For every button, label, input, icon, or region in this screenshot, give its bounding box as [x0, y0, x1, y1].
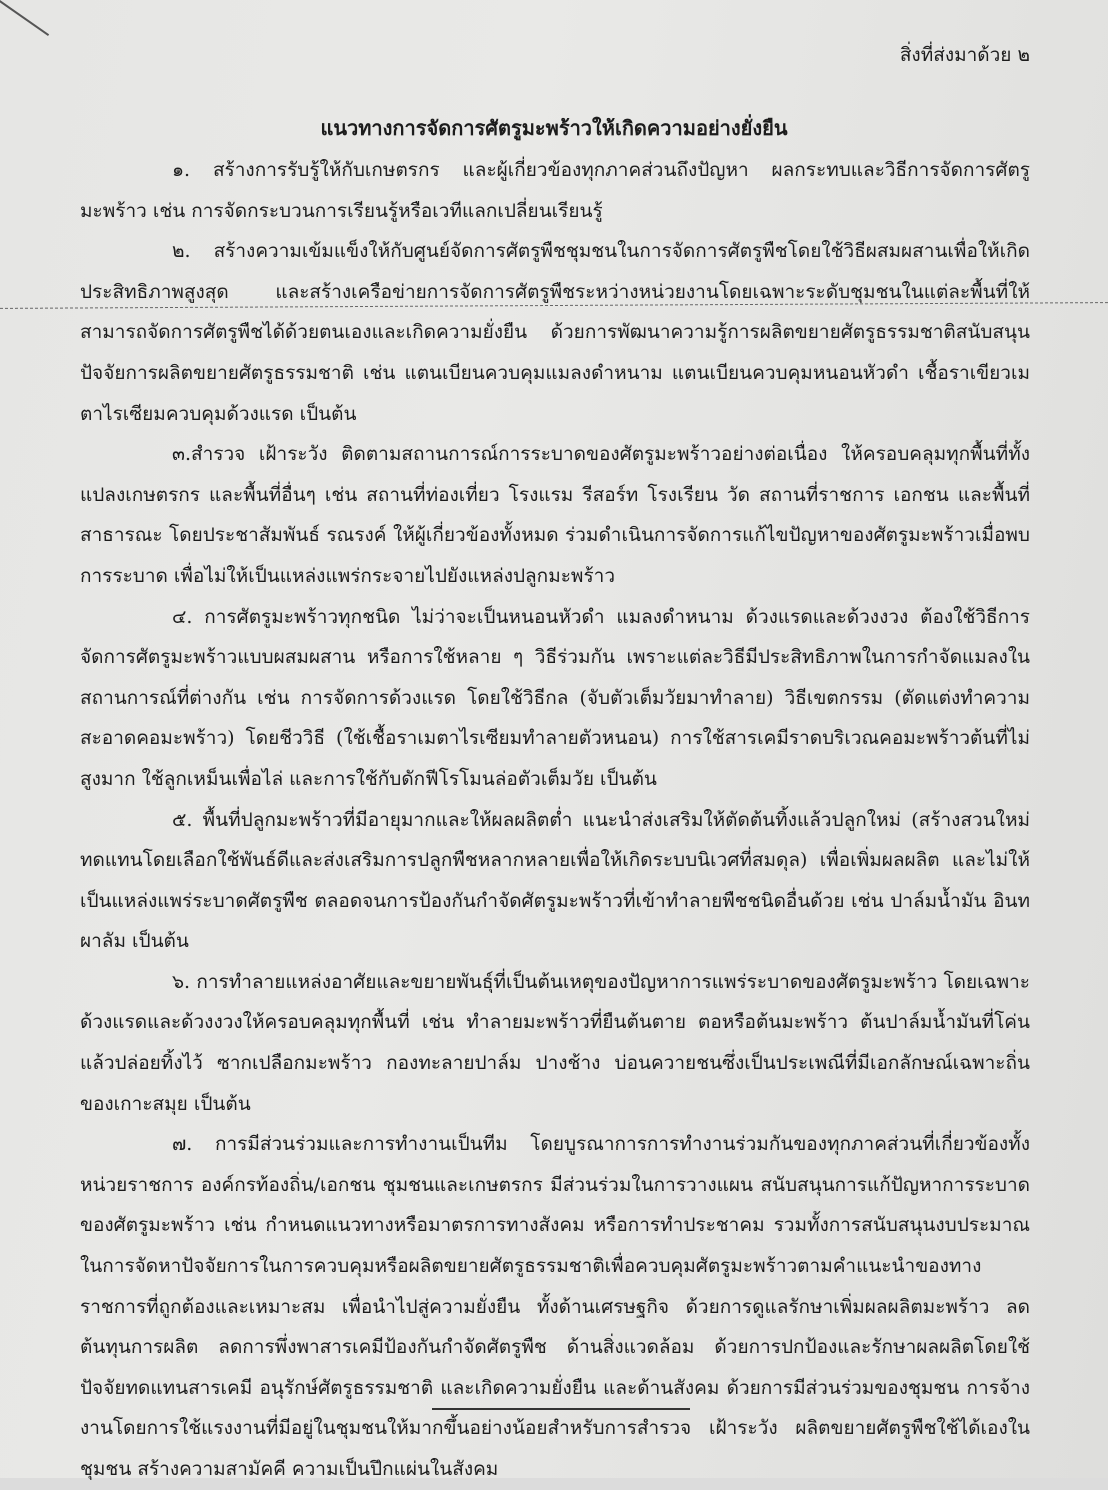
paragraph-6: ๖. การทำลายแหล่งอาศัยและขยายพันธุ์ที่เป็นต้นเหตุของปัญหาการแพร่ระบาดของศัตรูมะพร้าว โดยเฉพาะด้วงแรดและด้วงงวงให้ครอบคลุมทุกพื้นที่ เช่น ทำลายมะพร้าวที่ยืนต้นตาย ตอหรือต้นมะพร้าว ต้นปาล์มน้ำมันที่โค่นแล้วปล่อยทิ้งไว้ ซากเปลือกมะพร้าว กองทะลายปาล์ม ปางช้าง บ่อนควายชนซึ่งเป็นประเพณีที่มีเอกลักษณ์เฉพาะถิ่นของเกาะสมุย เป็นต้น	[80, 970, 1030, 1115]
corner-mark	[0, 0, 49, 36]
paragraph-3: ๓.สำรวจ เฝ้าระวัง ติดตามสถานการณ์การระบาดของศัตรูมะพร้าวอย่างต่อเนื่อง ให้ครอบคลุมทุกพื้นที่ทั้งแปลงเกษตรกร และพื้นที่อื่นๆ เช่น สถานที่ท่องเที่ยว โรงแรม รีสอร์ท โรงเรียน วัด สถานที่ราชการ เอกชน และพื้นที่สาธารณะ โดยประชาสัมพันธ์ รณรงค์ ให้ผู้เกี่ยวข้องทั้งหมด ร่วมดำเนินการจัดการแก้ไขปัญหาของศัตรูมะพร้าวเมื่อพบการระบาด เพื่อไม่ให้เป็นแหล่งแพร่กระจายไปยังแหล่งปลูกมะพร้าว	[80, 443, 1030, 587]
paragraph-1: ๑. สร้างการรับรู้ให้กับเกษตรกร และผู้เกี่ยวข้องทุกภาคส่วนถึงปัญหา ผลกระทบและวิธีการจัดการศัตรูมะพร้าว เช่น การจัดกระบวนการเรียนรู้หรือเวทีแลกเปลี่ยนเรียนรู้	[80, 159, 1030, 222]
paragraph-4: ๔. การศัตรูมะพร้าวทุกชนิด ไม่ว่าจะเป็นหนอนหัวดำ แมลงดำหนาม ด้วงแรดและด้วงงวง ต้องใช้วิธีการจัดการศัตรูมะพร้าวแบบผสมผสาน หรือการใช้หลาย ๆ วิธีร่วมกัน เพราะแต่ละวิธีมีประสิทธิภาพในการกำจัดแมลงในสถานการณ์ที่ต่างกัน เช่น การจัดการด้วงแรด โดยใช้วิธีกล (จับตัวเต็มวัยมาทำลาย) วิธีเขตกรรม (ตัดแต่งทำความสะอาดคอมะพร้าว) โดยชีววิธี (ใช้เชื้อราเมตาไรเซียมทำลายตัวหนอน) การใช้สารเคมีราดบริเวณคอมะพร้าวต้นที่ไม่สูงมาก ใช้ลูกเหม็นเพื่อไล่ และการใช้กับดักฟีโรโมนล่อตัวเต็มวัย เป็นต้น	[80, 605, 1030, 790]
paragraph-7: ๗. การมีส่วนร่วมและการทำงานเป็นทีม โดยบูรณาการการทำงานร่วมกันของทุกภาคส่วนที่เกี่ยวข้องทั้งหน่วยราชการ องค์กรท้องถิ่น/เอกชน ชุมชนและเกษตรกร มีส่วนร่วมในการวางแผน สนับสนุนการแก้ปัญหาการระบาดของศัตรูมะพร้าว เช่น กำหนดแนวทางหรือมาตรการทางสังคม หรือการทำประชาคม รวมทั้งการสนับสนุนงบประมาณในการจัดหาปัจจัยการในการควบคุมหรือผลิตขยายศัตรูธรรมชาติเพื่อควบคุมศัตรูมะพร้าวตามคำแนะนำของทางราชการที่ถูกต้องและเหมาะสม เพื่อนำไปสู่ความยั่งยืน ทั้งด้านเศรษฐกิจ ด้วยการดูแลรักษาเพิ่มผลผลิตมะพร้าว ลดต้นทุนการผลิต ลดการพึ่งพาสารเคมีป้องกันกำจัดศัตรูพืช ด้านสิ่งแวดล้อม ด้วยการปกป้องและรักษาผลผลิตโดยใช้ปัจจัยทดแทนสารเคมี อนุรักษ์ศัตรูธรรมชาติ และเกิดความยั่งยืน และด้านสังคม ด้วยการมีส่วนร่วมของชุมชน การจ้างงานโดยการใช้แรงงานที่มีอยู่ในชุมชนให้มากขึ้นอย่างน้อยสำหรับการสำรวจ เฝ้าระวัง ผลิตขยายศัตรูพืชใช้ได้เองในชุมชน สร้างความสามัคคี ความเป็นปึกแผ่นในสังคม	[80, 1133, 1030, 1480]
document-body	[80, 150, 1030, 1490]
end-rule	[432, 1408, 690, 1410]
attachment-reference: สิ่งที่ส่งมาด้วย ๒	[899, 44, 1030, 66]
paragraph-5: ๕. พื้นที่ปลูกมะพร้าวที่มีอายุมากและให้ผลผลิตต่ำ แนะนำส่งเสริมให้ตัดต้นทิ้งแล้วปลูกใหม่ (สร้างสวนใหม่ทดแทนโดยเลือกใช้พันธ์ดีและส่งเสริมการปลูกพืชหลากหลายเพื่อให้เกิดระบบนิเวศที่สมดุล) เพื่อเพิ่มผลผลิต และไม่ให้เป็นแหล่งแพร่ระบาดศัตรูพืช ตลอดจนการป้องกันกำจัดศัตรูมะพร้าวที่เข้าทำลายพืชชนิดอื่นด้วย เช่น ปาล์มน้ำมัน อินทผาลัม เป็นต้น	[80, 808, 1030, 953]
document-title: แนวทางการจัดการศัตรูมะพร้าวให้เกิดความอย่างยั่งยืน	[320, 116, 788, 140]
paragraph-2: ๒. สร้างความเข้มแข็งให้กับศูนย์จัดการศัตรูพืชชุมชนในการจัดการศัตรูพืชโดยใช้วิธีผสมผสานเพื่อให้เกิดประสิทธิภาพสูงสุด และสร้างเครือข่ายการจัดการศัตรูพืชระหว่างหน่วยงานโดยเฉพาะระดับชุมชนในแต่ละพื้นที่ให้สามารถจัดการศัตรูพืชได้ด้วยตนเองและเกิดความยั่งยืน ด้วยการพัฒนาความรู้การผลิตขยายศัตรูธรรมชาติสนับสนุนปัจจัยการผลิตขยายศัตรูธรรมชาติ เช่น แตนเบียนควบคุมแมลงดำหนาม แตนเบียนควบคุมหนอนหัวดำ เชื้อราเขียวเมตาไรเซียมควบคุมด้วงแรด เป็นต้น	[80, 240, 1030, 425]
